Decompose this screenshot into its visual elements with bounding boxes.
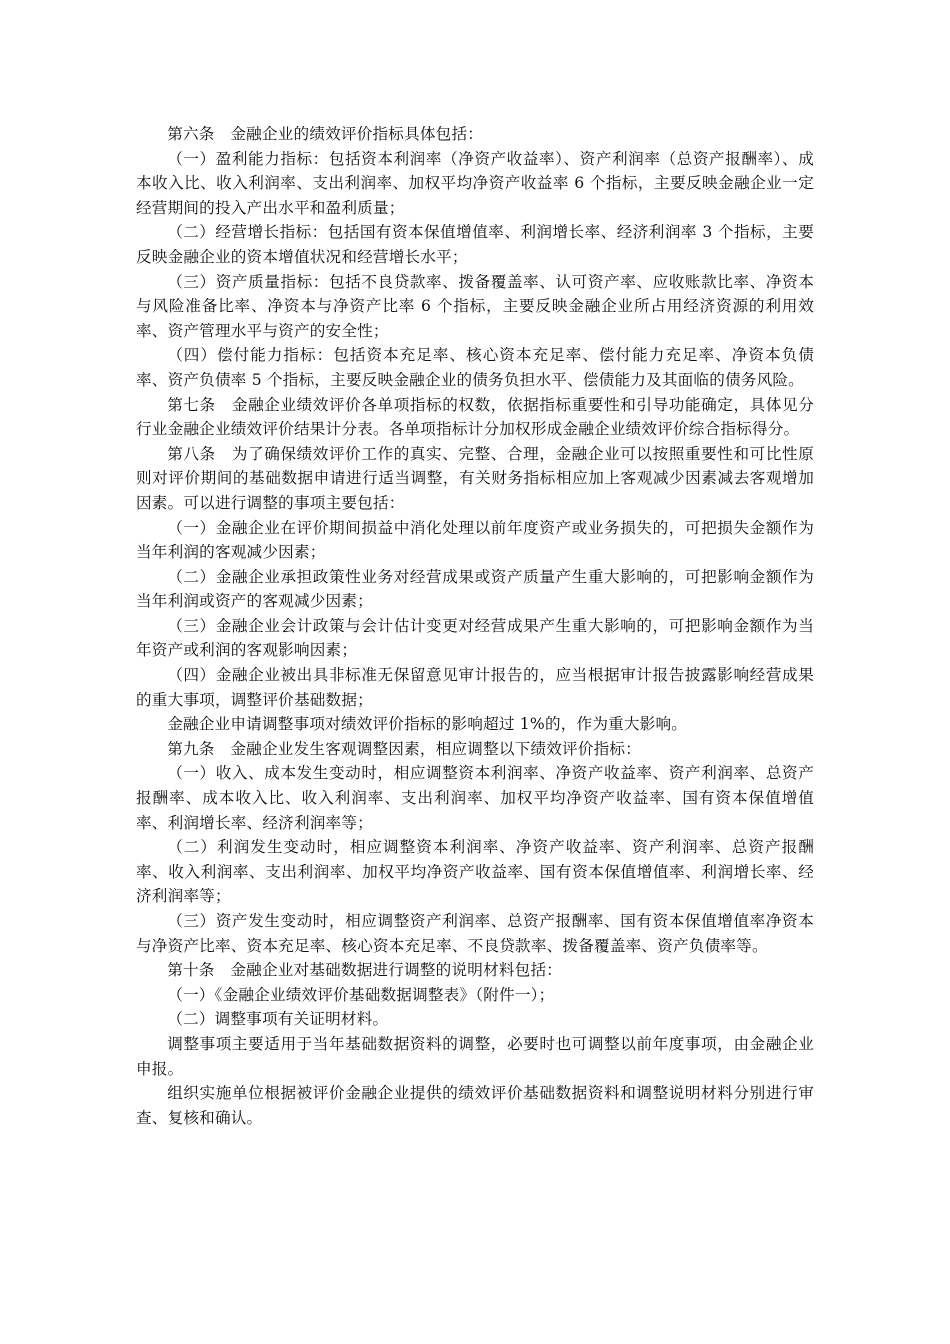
paragraph-article-6: 第六条 金融企业的绩效评价指标具体包括： bbox=[167, 125, 484, 143]
paragraph-adjustment-scope: 调整事项主要适用于当年基础数据资料的调整，必要时也可调整以前年度事项，由金融企业申报。 bbox=[136, 1034, 814, 1078]
paragraph-adjustment-item-2: （二）金融企业承担政策性业务对经营成果或资产质量产生重大影响的，可把影响金额作为当年利润或资产的客观减少因素； bbox=[136, 567, 814, 611]
paragraph-asset-quality-indicators: （三）资产质量指标：包括不良贷款率、拨备覆盖率、认可资产率、应收账款比率、净资本与风险准备比率、净资本与净资产比率 6 个指标，主要反映金融企业所占用经济资源的利用效率、资产管理水平与资产的安全性； bbox=[136, 272, 814, 340]
paragraph-profitability-indicators: （一）盈利能力指标：包括资本利润率（净资产收益率）、资产利润率（总资产报酬率）、成本收入比、收入利润率、支出利润率、加权平均净资产收益率 6 个指标，主要反映金融企业一定经营期间的投入产出水平和盈利质量； bbox=[136, 149, 814, 217]
paragraph-adjustment-item-1: （一）金融企业在评价期间损益中消化处理以前年度资产或业务损失的，可把损失金额作为当年利润的客观减少因素； bbox=[136, 518, 814, 562]
paragraph-adjustment-item-3: （三）金融企业会计政策与会计估计变更对经营成果产生重大影响的，可把影响金额作为当年资产或利润的客观影响因素； bbox=[136, 616, 814, 660]
paragraph-asset-change: （三）资产发生变动时，相应调整资产利润率、总资产报酬率、国有资本保值增值率净资本与净资产比率、资本充足率、核心资本充足率、不良贷款率、拨备覆盖率、资产负债率等。 bbox=[136, 912, 814, 955]
paragraph-supporting-materials: （二）调整事项有关证明材料。 bbox=[167, 1010, 389, 1029]
paragraph-review-confirmation: 组织实施单位根据被评价金融企业提供的绩效评价基础数据资料和调整说明材料分别进行审查、复核和确认。 bbox=[136, 1084, 814, 1127]
paragraph-article-8: 第八条 为了确保绩效评价工作的真实、完整、合理，金融企业可以按照重要性和可比性原则对评价期间的基础数据申请进行适当调整，有关财务指标相应加上客观减少因素减去客观增加因素。可以进行调整的事项主要包括： bbox=[136, 444, 814, 512]
paragraph-article-7: 第七条 金融企业绩效评价各单项指标的权数，依据指标重要性和引导功能确定，具体见分行业金融企业绩效评价结果计分表。各单项指标计分加权形成金融企业绩效评价综合指标得分。 bbox=[136, 395, 814, 439]
paragraph-material-impact: 金融企业申请调整事项对绩效评价指标的影响超过 1%的，作为重大影响。 bbox=[167, 715, 688, 734]
paragraph-profit-change: （二）利润发生变动时，相应调整资本利润率、净资产收益率、资产利润率、总资产报酬率、收入利润率、支出利润率、加权平均净资产收益率、国有资本保值增值率、利润增长率、经济利润率等； bbox=[136, 838, 814, 906]
paragraph-article-10: 第十条 金融企业对基础数据进行调整的说明材料包括： bbox=[167, 961, 563, 980]
paragraph-article-9: 第九条 金融企业发生客观调整因素，相应调整以下绩效评价指标： bbox=[167, 739, 642, 758]
paragraph-solvency-indicators: （四）偿付能力指标：包括资本充足率、核心资本充足率、偿付能力充足率、净资本负债率、资产负债率 5 个指标，主要反映金融企业的债务负担水平、偿债能力及其面临的债务风险。 bbox=[136, 346, 814, 389]
paragraph-attachment-1: （一）《金融企业绩效评价基础数据调整表》（附件一）； bbox=[167, 985, 555, 1004]
paragraph-growth-indicators: （二）经营增长指标：包括国有资本保值增值率、利润增长率、经济利润率 3 个指标，主要反映金融企业的资本增值状况和经营增长水平； bbox=[136, 223, 814, 266]
paragraph-income-cost-change: （一）收入、成本发生变动时，相应调整资本利润率、净资产收益率、资产利润率、总资产报酬率、成本收入比、收入利润率、支出利润率、加权平均净资产收益率、国有资本保值增值率、利润增长率、经济利润率等； bbox=[136, 764, 814, 832]
paragraph-adjustment-item-4: （四）金融企业被出具非标准无保留意见审计报告的，应当根据审计报告披露影响经营成果的重大事项，调整评价基础数据； bbox=[136, 666, 814, 709]
